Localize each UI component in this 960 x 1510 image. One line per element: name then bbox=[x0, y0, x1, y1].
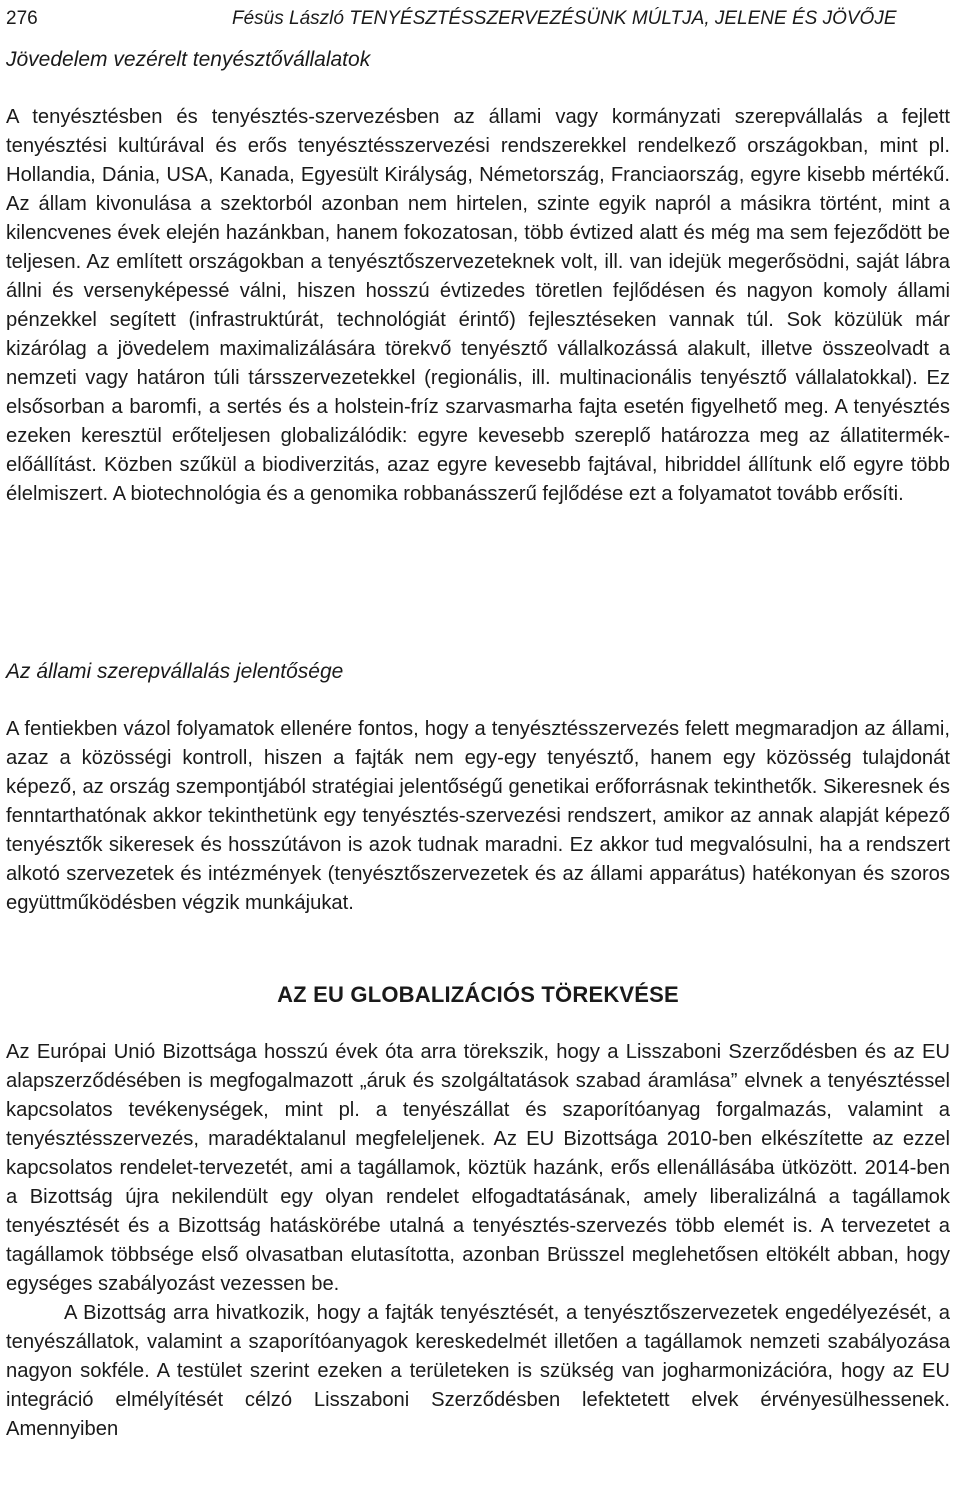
running-title bbox=[232, 8, 897, 29]
chapter-eu-globalization bbox=[6, 980, 950, 1444]
section-paragraph: A tenyésztésben és tenyésztés-szervezésben az állami vagy kormányzati szerepvállalás a fejlett tenyésztési kultúrával és erős tenyésztésszervezési rendszerekkel rendelkező országokban, mint pl. Hollandia, Dánia, USA, Kanada, Egyesült Királyság, Németország, Franciaország, egyre kisebb mértékű. Az állam kivonulása a szektorból azonban nem hirtelen, szinte egyik napról a másikra történt, mint a kilencvenes évek elején hazánkban, hanem fokozatosan, több évtized alatt és még ma sem fejeződött be teljesen. Az említett országokban a tenyésztőszervezeteknek volt, ill. van idejük megerősödni, saját lábra állni és versenyképessé válni, hiszen hosszú évtizedes töretlen fejlődésen és nagyon komoly állami pénzekkel segített (infrastruktúrát, technológiát érintő) fejlesztéseken vannak túl. Sok közülük már kizárólag a jövedelem maximalizálására törekvő tenyésztő vállalkozássá alakult, illetve összeolvadt a nemzeti vagy határon túli társszervezetekkel (regionális, ill. multinacionális tenyésztő vállalatokkal). Ez elsősorban a baromfi, a sertés és a holstein-fríz szarvasmarha fajta esetén figyelhető meg. A tenyésztés ezeken keresztül erőteljesen globalizálódik: egyre kevesebb szereplő határozza meg az állatitermék-előállítást. Közben szűkül a biodiverzitás, azaz egyre kevesebb fajtával, hibriddel állítunk elő egyre több élelmiszert. A biotechnológia és a genomika robbanásszerű fejlődése ezt a folyamatot tovább erősíti. bbox=[6, 106, 950, 505]
section-income-driven-breeders bbox=[6, 46, 950, 509]
running-header bbox=[6, 6, 950, 32]
section-heading: Jövedelem vezérelt tenyésztővállalatok bbox=[6, 48, 371, 71]
page-number: 276 bbox=[6, 8, 38, 29]
chapter-heading: AZ EU GLOBALIZÁCIÓS TÖREKVÉSE bbox=[277, 982, 679, 1007]
book-title: TENYÉSZTÉSSZERVEZÉSÜNK MÚLTJA, JELENE ÉS JÖVŐJE bbox=[349, 8, 897, 29]
section-heading: Az állami szerepvállalás jelentősége bbox=[6, 660, 344, 683]
chapter-paragraph-1: Az Európai Unió Bizottsága hosszú évek óta arra törekszik, hogy a Lisszaboni Szerződésben és az EU alapszerződésében is megfogalmazott „áruk és szolgáltatások szabad áramlása” elvnek a tenyésztéssel kapcsolatos tevékenységek, mint pl. a tenyészállat és szaporítóanyag forgalmazás, valamint a tenyésztésszervezés, maradéktalanul megfeleljenek. Az EU Bizottsága 2010-ben elkészítette az ezzel kapcsolatos rendelet-tervezetét, ami a tagállamok, köztük hazánk, erős ellenállásába ütközött. 2014-ben a Bizottság újra nekilendült egy olyan rendelet elfogadtatásának, amely liberalizálná a tagállamok tenyésztését és a Bizottság hatáskörébe utalná a tenyésztés-szervezés több elemét is. A tervezetet a tagállamok többsége első olvasatban elutasította, azonban Brüsszel meglehetősen eltökélt abban, hogy egységes szabályozást vezessen be. bbox=[6, 1041, 950, 1295]
section-state-role bbox=[6, 658, 950, 918]
section-paragraph: A fentiekben vázol folyamatok ellenére fontos, hogy a tenyésztésszervezés felett megmaradjon az állami, azaz a közösségi kontroll, hiszen a fajták nem egy-egy tenyésztő, hanem egy közösség tulajdonát képező, az ország szempontjából stratégiai jelentőségű genetikai erőforrásnak tekinthetők. Sikeresnek és fenntarthatónak akkor tekinthetünk egy tenyésztés-szervezési rendszert, amikor az annak alapját képező tenyésztők sikeresek és hosszútávon is azok tudnak maradni. Ez akkor tud megvalósulni, ha a rendszert alkotó szervezetek és intézmények (tenyésztőszervezetek és az állami apparátus) hatékonyan és szoros együttműködésben végzik munkájukat. bbox=[6, 718, 950, 914]
chapter-paragraph-2: A Bizottság arra hivatkozik, hogy a fajták tenyésztését, a tenyésztőszervezetek engedélyezését, a tenyészállatok, valamint a szaporítóanyagok kereskedelmét illetően a tagállamok nemzeti szabályozása nagyon sokféle. A testület szerint ezeken a területeken is szükség van jogharmonizációra, hogy az EU integráció elmélyítését célzó Lisszaboni Szerződésben lefektetett elvek érvényesülhessenek. Amennyiben bbox=[6, 1302, 950, 1440]
author-name: Fésüs László bbox=[232, 8, 344, 29]
